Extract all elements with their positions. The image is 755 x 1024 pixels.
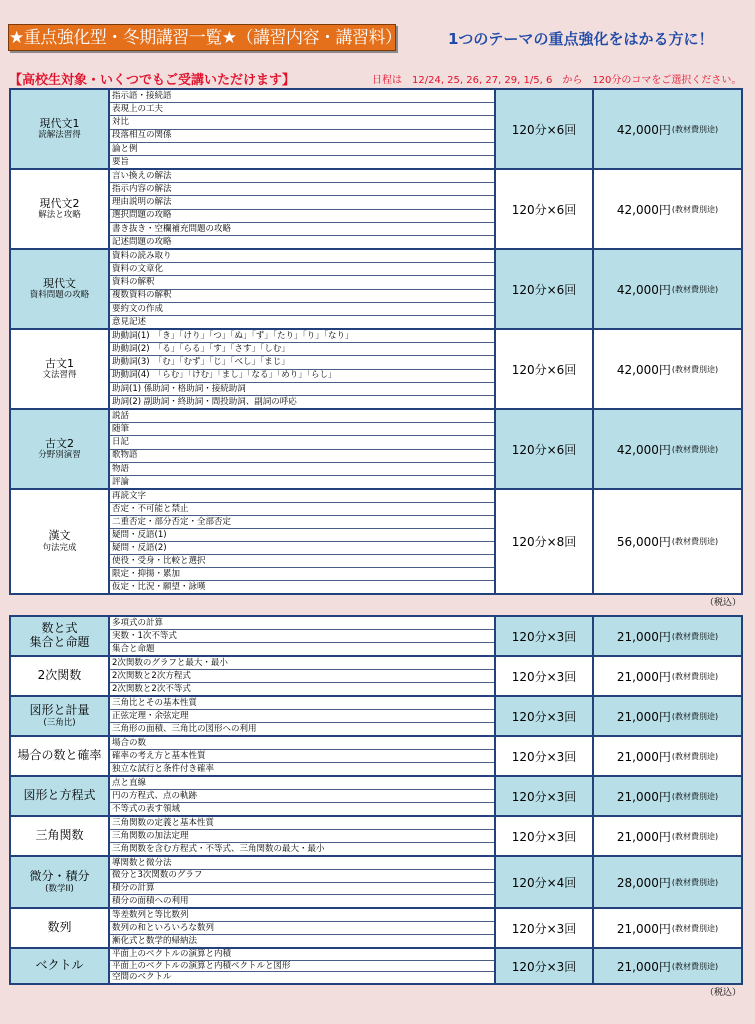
price-cell [594, 330, 741, 408]
topic-item: 理由説明の解法 [110, 196, 494, 209]
topic-item: 資料の読み取り [110, 250, 494, 263]
course-subtitle: (数学II) [45, 883, 74, 894]
sessions-cell: 120分×3回 [496, 777, 594, 815]
topic-item: 不等式の表す領域 [112, 803, 181, 814]
price-value: 42,000円 [616, 442, 671, 457]
price-cell [594, 170, 741, 248]
topic-item: 評論 [112, 476, 130, 487]
topic-item: 選択問題の攻略 [110, 210, 494, 223]
course-name: 場合の数と確率 [17, 748, 102, 763]
price-value: 21,000円 [616, 669, 671, 684]
sessions-cell: 120分×3回 [496, 909, 594, 947]
sessions-cell: 120分×3回 [496, 657, 594, 695]
materials-fee-note: (教材費別途) [671, 877, 719, 887]
price-value: 28,000円 [616, 875, 671, 890]
course-row [11, 909, 741, 949]
topic-item: 2次関数のグラフと最大・最小 [110, 657, 494, 670]
course-subtitle: 分野別演習 [38, 450, 81, 461]
course-subtitle: 資料問題の攻略 [29, 290, 90, 301]
price-value: 21,000円 [616, 749, 671, 764]
course-name: 図形と方程式 [23, 788, 96, 803]
course-name-cell [11, 949, 110, 983]
topic-list [110, 90, 496, 168]
japanese-course-table [9, 88, 743, 595]
topic-item: 資料の文章化 [110, 263, 494, 276]
course-subtitle: 文法習得 [42, 370, 77, 381]
price-value: 21,000円 [616, 709, 671, 724]
price-cell [594, 657, 741, 695]
topic-item: 円の方程式、点の軌跡 [110, 790, 494, 803]
sessions-cell: 120分×3回 [496, 617, 594, 655]
topic-item: 書き抜き・空欄補充問題の攻略 [110, 223, 494, 236]
price-value: 42,000円 [616, 362, 671, 377]
course-name-cell [11, 410, 110, 488]
materials-fee-note: (教材費別途) [671, 711, 719, 721]
price-cell [594, 250, 741, 328]
tagline: 1つのテーマの重点強化をはかる方に！ [448, 30, 714, 48]
price-cell [594, 737, 741, 775]
topic-item: 限定・抑揚・累加 [110, 568, 494, 581]
topic-item: 積分の面積への利用 [112, 895, 189, 906]
topic-item: 指示語・接続語 [110, 90, 494, 103]
price-cell [594, 857, 741, 907]
topic-item: 否定・不可能と禁止 [110, 503, 494, 516]
price-cell [594, 817, 741, 855]
topic-list [110, 737, 496, 775]
topic-list [110, 410, 496, 488]
price-value: 42,000円 [616, 282, 671, 297]
course-name-cell [11, 250, 110, 328]
topic-item: 論と例 [110, 143, 494, 156]
topic-item: 意見記述 [112, 316, 147, 327]
topic-item: 説話 [110, 410, 494, 423]
course-name-cell [11, 617, 110, 655]
price-cell [594, 777, 741, 815]
course-name-cell [11, 330, 110, 408]
course-name: 数と式 [41, 621, 78, 636]
topic-item: 三角関数の加法定理 [110, 830, 494, 843]
price-cell [594, 697, 741, 735]
course-name-cell [11, 857, 110, 907]
topic-item: 導関数と微分法 [110, 857, 494, 870]
topic-item: 2次関数と2次方程式 [110, 670, 494, 683]
materials-fee-note: (教材費別途) [671, 537, 719, 546]
course-row [11, 617, 741, 657]
topic-item: 助動詞(3) 「む」「むず」「じ」「べし」「まじ」 [110, 356, 494, 369]
course-name-cell [11, 490, 110, 593]
sessions-cell: 120分×4回 [496, 857, 594, 907]
price-value: 21,000円 [616, 789, 671, 804]
topic-list [110, 330, 496, 408]
topic-item: 疑問・反語(2) [110, 542, 494, 555]
price-cell [594, 909, 741, 947]
topic-item: 数列の和といろいろな数列 [110, 922, 494, 935]
course-row [11, 737, 741, 777]
topic-item: 仮定・比況・願望・詠嘆 [112, 581, 206, 592]
course-subtitle: 解法と攻略 [38, 210, 81, 221]
course-row [11, 90, 741, 170]
materials-fee-note: (教材費別途) [671, 791, 719, 801]
course-row [11, 697, 741, 737]
materials-fee-note: (教材費別途) [671, 751, 719, 761]
course-row [11, 250, 741, 330]
course-name: 現代文2 [39, 196, 80, 210]
materials-fee-note: (教材費別途) [671, 631, 719, 641]
price-cell [594, 617, 741, 655]
price-value: 56,000円 [616, 535, 671, 549]
materials-fee-note: (教材費別途) [671, 831, 719, 841]
course-name: 2次関数 [37, 668, 82, 683]
topic-item: 助動詞(4) 「らむ」「けむ」「まし」「なる」「めり」「らし」 [110, 370, 494, 383]
topic-item: 対比 [110, 116, 494, 129]
page-title: ★重点強化型・冬期講習一覧★（講習内容・講習料） [8, 24, 396, 51]
topic-item: 空間のベクトル [112, 972, 172, 983]
materials-fee-note: (教材費別途) [671, 124, 719, 134]
topic-item: 三角関数の定義と基本性質 [110, 817, 494, 830]
topic-item: 使役・受身・比較と選択 [110, 555, 494, 568]
topic-item: 言い換えの解法 [110, 170, 494, 183]
course-row [11, 777, 741, 817]
course-row [11, 857, 741, 909]
sessions-cell: 120分×6回 [496, 330, 594, 408]
topic-item: 再読文字 [110, 490, 494, 503]
course-row [11, 817, 741, 857]
price-value: 21,000円 [616, 829, 671, 844]
course-name-cell [11, 697, 110, 735]
sessions-cell: 120分×6回 [496, 250, 594, 328]
topic-item: 指示内容の解法 [110, 183, 494, 196]
topic-item: 積分の計算 [110, 883, 494, 896]
materials-fee-note: (教材費別途) [671, 204, 719, 214]
course-name: 漢文 [48, 529, 71, 543]
course-name: 三角関数 [35, 828, 84, 843]
price-cell [594, 90, 741, 168]
tax-note: （税込） [704, 988, 741, 998]
course-name-cell [11, 170, 110, 248]
topic-item: 要約文の作成 [110, 303, 494, 316]
materials-fee-note: (教材費別途) [671, 284, 719, 294]
topic-item: 平面上のベクトルの演算と内積ベクトルと図形 [110, 961, 494, 973]
topic-item: 平面上のベクトルの演算と内積 [110, 949, 494, 961]
price-value: 21,000円 [616, 921, 671, 936]
topic-item: 独立な試行と条件付き確率 [112, 763, 215, 774]
topic-item: 段落相互の関係 [110, 130, 494, 143]
course-subtitle: 読解法習得 [38, 130, 81, 141]
course-name: 図形と計量 [29, 703, 90, 717]
price-value: 42,000円 [616, 202, 671, 217]
topic-list [110, 817, 496, 855]
topic-list [110, 170, 496, 248]
topic-list [110, 949, 496, 983]
course-name: 集合と命題 [29, 635, 90, 649]
topic-item: 複数資料の解釈 [110, 290, 494, 303]
course-row [11, 949, 741, 983]
topic-list [110, 857, 496, 907]
topic-item: 表現上の工夫 [110, 103, 494, 116]
topic-item: 随筆 [110, 423, 494, 436]
topic-item: 記述問題の攻略 [112, 236, 172, 247]
topic-item: 集合と命題 [112, 643, 155, 654]
topic-list [110, 657, 496, 695]
topic-item: 点と直線 [110, 777, 494, 790]
sessions-cell: 120分×6回 [496, 170, 594, 248]
sessions-cell: 120分×6回 [496, 410, 594, 488]
topic-item: 等差数列と等比数列 [110, 909, 494, 922]
course-name-cell [11, 90, 110, 168]
course-row [11, 657, 741, 697]
topic-item: 三角形の面積、三角比の図形への利用 [112, 723, 257, 734]
topic-item: 要旨 [112, 156, 130, 167]
topic-item: 三角比とその基本性質 [110, 697, 494, 710]
price-cell [594, 410, 741, 488]
course-name-cell [11, 657, 110, 695]
sessions-cell: 120分×3回 [496, 737, 594, 775]
course-row [11, 170, 741, 250]
sessions-cell: 120分×8回 [496, 490, 594, 593]
topic-item: 助詞(2) 副助詞・終助詞・間投助詞、副詞の呼応 [112, 396, 297, 407]
topic-item: 二重否定・部分否定・全部否定 [110, 516, 494, 529]
topic-item: 助詞(1) 係助詞・格助詞・接続助詞 [110, 383, 494, 396]
topic-item: 資料の解釈 [110, 276, 494, 289]
schedule-note: 日程は 12/24, 25, 26, 27, 29, 1/5, 6 から 120分のコマをご選択ください。 [372, 75, 742, 86]
price-cell [594, 490, 741, 593]
materials-fee-note: (教材費別途) [671, 671, 719, 681]
sessions-cell: 120分×3回 [496, 949, 594, 983]
price-value: 21,000円 [616, 959, 671, 974]
course-name: 現代文1 [39, 116, 80, 130]
topic-item: 物語 [110, 463, 494, 476]
price-value: 42,000円 [616, 122, 671, 137]
course-subtitle: (三角比) [43, 717, 76, 728]
price-value: 21,000円 [616, 629, 671, 644]
materials-fee-note: (教材費別途) [671, 961, 719, 971]
tax-note: （税込） [704, 598, 741, 608]
topic-list [110, 617, 496, 655]
topic-item: 2次関数と2次不等式 [112, 683, 191, 694]
materials-fee-note: (教材費別途) [671, 364, 719, 374]
topic-item: 歌物語 [110, 450, 494, 463]
course-name: 数列 [47, 920, 72, 935]
course-row [11, 410, 741, 490]
topic-item: 微分と3次関数のグラフ [110, 870, 494, 883]
course-name-cell [11, 777, 110, 815]
topic-item: 確率の考え方と基本性質 [110, 750, 494, 763]
course-name-cell [11, 817, 110, 855]
topic-list [110, 250, 496, 328]
course-subtitle: 句法完成 [42, 542, 77, 553]
materials-fee-note: (教材費別途) [671, 923, 719, 933]
course-name: 古文2 [45, 436, 74, 450]
sessions-cell: 120分×6回 [496, 90, 594, 168]
math-course-table [9, 615, 743, 985]
topic-item: 助動詞(2) 「る」「らる」「す」「さす」「しむ」 [110, 343, 494, 356]
course-name: 古文1 [45, 356, 74, 370]
topic-item: 助動詞(1) 「き」「けり」「つ」「ぬ」「ず」「たり」「り」「なり」 [110, 330, 494, 343]
topic-list [110, 777, 496, 815]
topic-item: 日記 [110, 436, 494, 449]
topic-item: 正弦定理・余弦定理 [110, 710, 494, 723]
course-name: ベクトル [35, 958, 84, 973]
materials-fee-note: (教材費別途) [671, 444, 719, 454]
course-name-cell [11, 737, 110, 775]
topic-list [110, 490, 496, 593]
course-name-cell [11, 909, 110, 947]
topic-item: 実数・1次不等式 [110, 630, 494, 643]
sessions-cell: 120分×3回 [496, 697, 594, 735]
topic-item: 三角関数を含む方程式・不等式、三角関数の最大・最小 [112, 843, 325, 854]
topic-item: 漸化式と数学的帰納法 [112, 935, 198, 946]
price-cell [594, 949, 741, 983]
target-audience-note: 【高校生対象・いくつでもご受講いただけます】 [9, 73, 296, 88]
topic-item: 場合の数 [110, 737, 494, 750]
sessions-cell: 120分×3回 [496, 817, 594, 855]
topic-item: 多項式の計算 [110, 617, 494, 630]
course-row [11, 490, 741, 593]
course-row [11, 330, 741, 410]
course-name: 微分・積分 [29, 869, 90, 883]
topic-item: 疑問・反語(1) [110, 529, 494, 542]
topic-list [110, 697, 496, 735]
course-name: 現代文 [43, 276, 76, 290]
topic-list [110, 909, 496, 947]
